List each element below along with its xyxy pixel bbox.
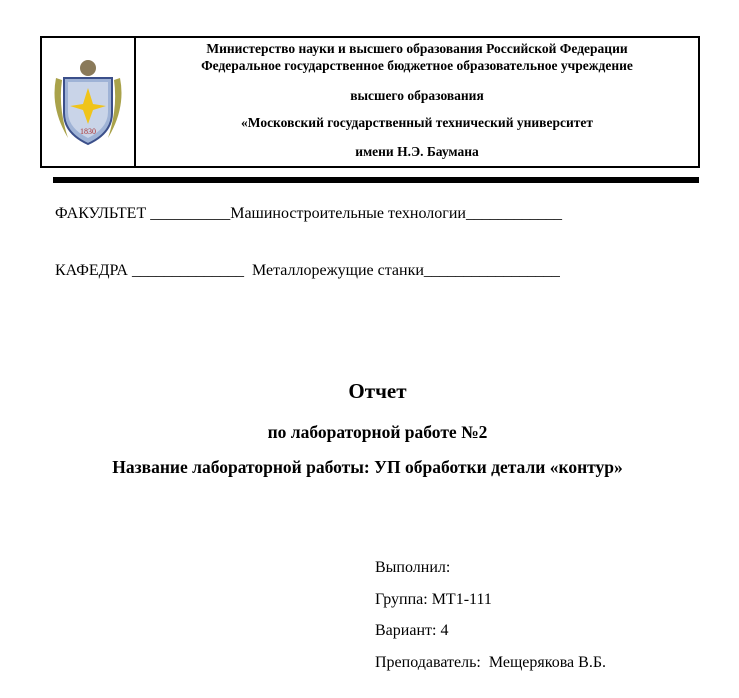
department-value: Металлорежущие станки [251,262,424,279]
report-subtitle: по лабораторной работе №2 [267,422,488,442]
header-divider [53,177,699,183]
faculty-underline: ____________ [465,205,562,222]
logo-year: 1830 [80,127,96,136]
department-label: КАФЕДРА ______________ [55,262,252,279]
header-line-5: имени Н.Э. Баумана [355,144,479,159]
faculty-value: Машиностроительные технологии [230,205,466,222]
work-name: Название лабораторной работы: УП обработки детали «контур» [112,457,623,477]
header-line-4: «Московский государственный технический университет [241,115,593,130]
department-line [55,262,560,280]
group: Группа: МТ1-111 [375,591,492,608]
header-line-2: Федеральное государственное бюджетное образовательное учреждение [201,58,633,73]
header-line-3: высшего образования [350,88,484,103]
faculty-line [55,205,562,223]
variant: Вариант: 4 [375,622,449,639]
header-line-1: Министерство науки и высшего образования Российской Федерации [206,41,628,56]
university-logo-icon [48,58,128,148]
teacher: Преподаватель: Мещерякова В.Б. [375,654,607,671]
report-title: Отчет [348,379,407,403]
logo-cell [42,38,136,166]
university-header [40,36,700,168]
faculty-label: ФАКУЛЬТЕТ __________ [55,205,231,222]
performed-by: Выполнил: [375,559,451,576]
department-underline: _________________ [423,262,560,279]
